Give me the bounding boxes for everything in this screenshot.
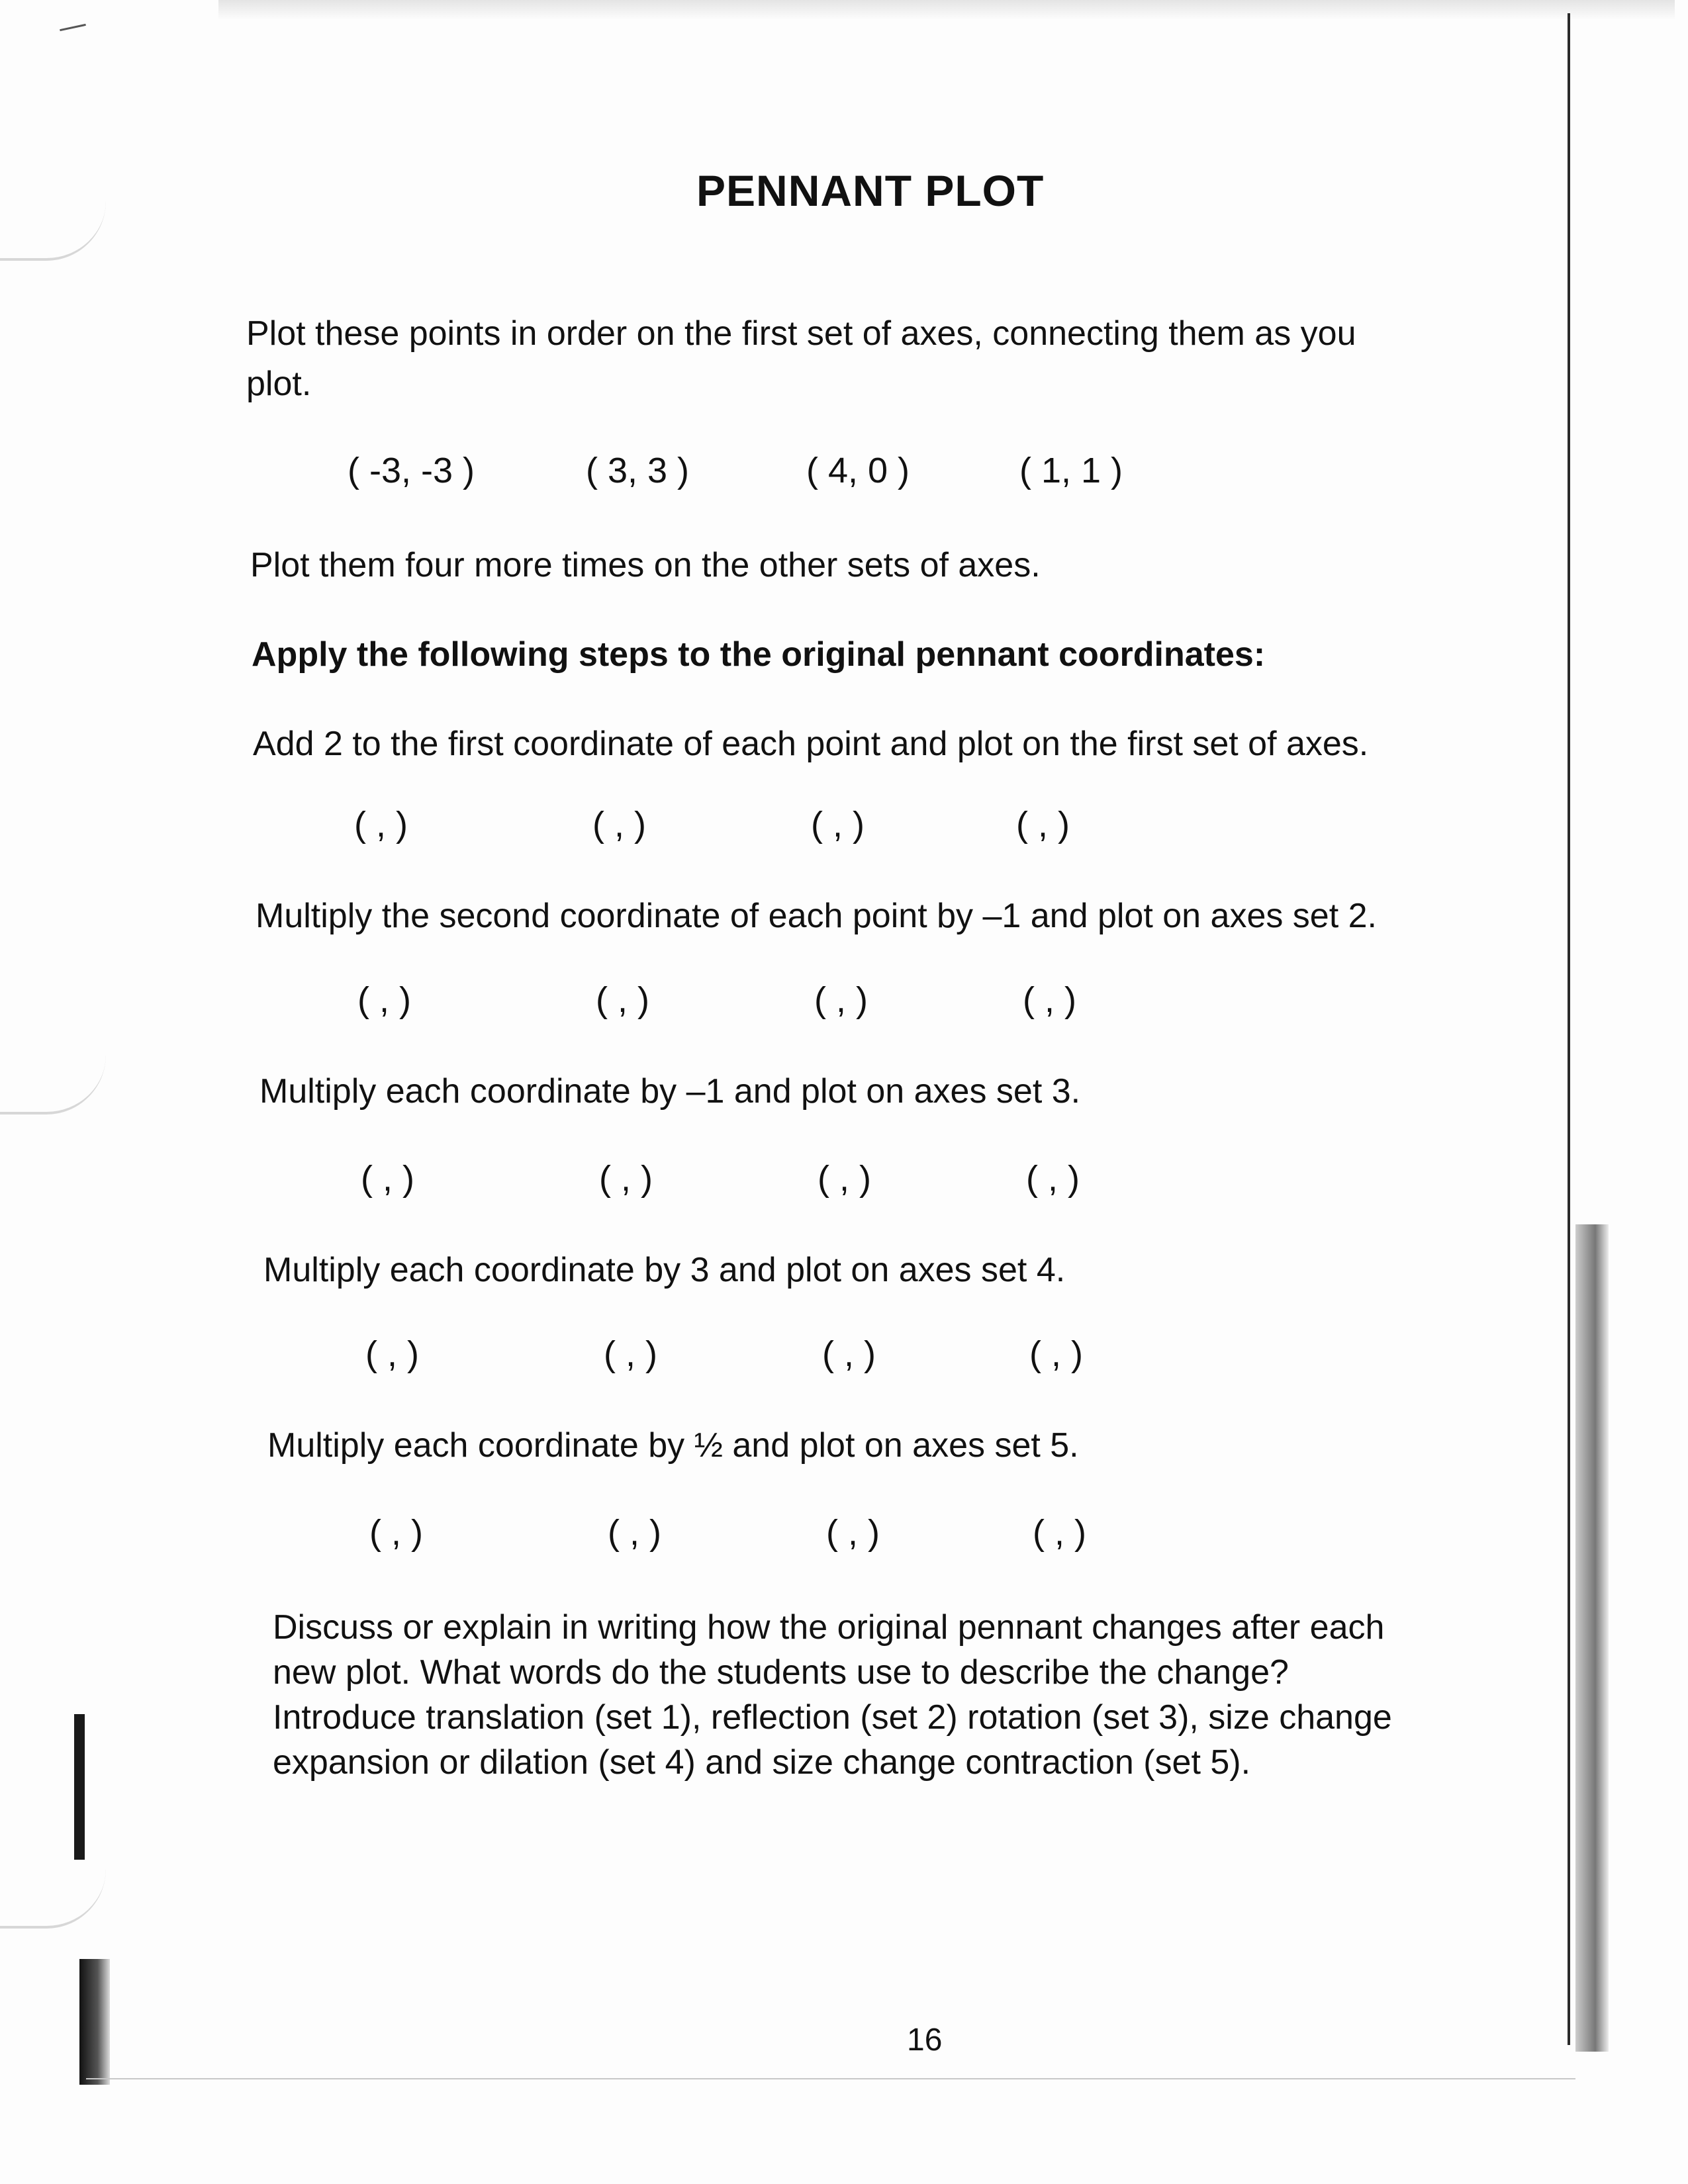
original-point: ( -3, -3 ) xyxy=(348,451,475,490)
step-3-instruction: Multiply each coordinate by –1 and plot on axes set 3. xyxy=(259,1072,1081,1111)
original-point: ( 4, 0 ) xyxy=(806,451,910,490)
answer-blank[interactable]: ( , ) xyxy=(1026,1159,1080,1199)
apply-heading: Apply the following steps to the original pennant coordinates: xyxy=(252,635,1266,674)
discussion-line-4: expansion or dilation (set 4) and size change contraction (set 5). xyxy=(273,1743,1251,1782)
answer-blank[interactable]: ( , ) xyxy=(1033,1513,1086,1553)
answer-blank[interactable]: ( , ) xyxy=(608,1513,661,1553)
answer-blank[interactable]: ( , ) xyxy=(592,805,646,844)
step-1-answer-row xyxy=(0,804,1688,850)
scan-top-fade xyxy=(218,0,1675,20)
step-4-answer-row xyxy=(0,1334,1688,1380)
answer-blank[interactable]: ( , ) xyxy=(811,805,865,844)
binder-hole-middle xyxy=(0,1052,106,1115)
step-1-instruction: Add 2 to the first coordinate of each point and plot on the first set of axes. xyxy=(253,725,1369,763)
step-2-answer-row xyxy=(0,979,1688,1026)
intro-line-2: plot. xyxy=(246,365,312,403)
step-5-instruction: Multiply each coordinate by ½ and plot on axes set 5. xyxy=(267,1426,1079,1465)
step-4-instruction: Multiply each coordinate by 3 and plot on axes set 4. xyxy=(263,1251,1066,1289)
answer-blank[interactable]: ( , ) xyxy=(354,805,408,844)
step-3-answer-row xyxy=(0,1158,1688,1205)
step-2-instruction: Multiply the second coordinate of each point by –1 and plot on axes set 2. xyxy=(256,897,1377,935)
page-title: PENNANT PLOT xyxy=(696,166,1045,215)
answer-blank[interactable]: ( , ) xyxy=(818,1159,871,1199)
plot-more-instruction: Plot them four more times on the other sets of axes. xyxy=(250,546,1041,584)
page-number: 16 xyxy=(907,2023,943,2058)
answer-blank[interactable]: ( , ) xyxy=(822,1334,876,1374)
answer-blank[interactable]: ( , ) xyxy=(1029,1334,1083,1374)
discussion-line-1: Discuss or explain in writing how the original pennant changes after each xyxy=(273,1608,1385,1647)
binder-hole-bottom xyxy=(0,1866,106,1929)
answer-blank[interactable]: ( , ) xyxy=(596,980,649,1020)
scan-bottom-line xyxy=(86,2078,1575,2079)
answer-blank[interactable]: ( , ) xyxy=(1016,805,1070,844)
original-point: ( 3, 3 ) xyxy=(586,451,690,490)
scan-corner-mark xyxy=(60,24,86,31)
answer-blank[interactable]: ( , ) xyxy=(365,1334,419,1374)
discussion-line-2: new plot. What words do the students use to describe the change? xyxy=(273,1653,1289,1692)
answer-blank[interactable]: ( , ) xyxy=(814,980,868,1020)
binder-hole-top xyxy=(0,199,106,261)
scan-left-bar-bottom xyxy=(79,1959,110,2085)
answer-blank[interactable]: ( , ) xyxy=(1023,980,1076,1020)
answer-blank[interactable]: ( , ) xyxy=(599,1159,653,1199)
answer-blank[interactable]: ( , ) xyxy=(826,1513,880,1553)
scan-left-bar xyxy=(74,1714,85,1860)
answer-blank[interactable]: ( , ) xyxy=(369,1513,423,1553)
original-points-row xyxy=(0,450,1688,496)
discussion-line-3: Introduce translation (set 1), reflection (set 2) rotation (set 3), size change xyxy=(273,1698,1392,1737)
answer-blank[interactable]: ( , ) xyxy=(357,980,411,1020)
step-5-answer-row xyxy=(0,1512,1688,1559)
answer-blank[interactable]: ( , ) xyxy=(604,1334,657,1374)
answer-blank[interactable]: ( , ) xyxy=(361,1159,414,1199)
scan-right-edge xyxy=(1568,13,1570,2045)
intro-line-1: Plot these points in order on the first set of axes, connecting them as you xyxy=(246,314,1356,353)
original-point: ( 1, 1 ) xyxy=(1019,451,1123,490)
